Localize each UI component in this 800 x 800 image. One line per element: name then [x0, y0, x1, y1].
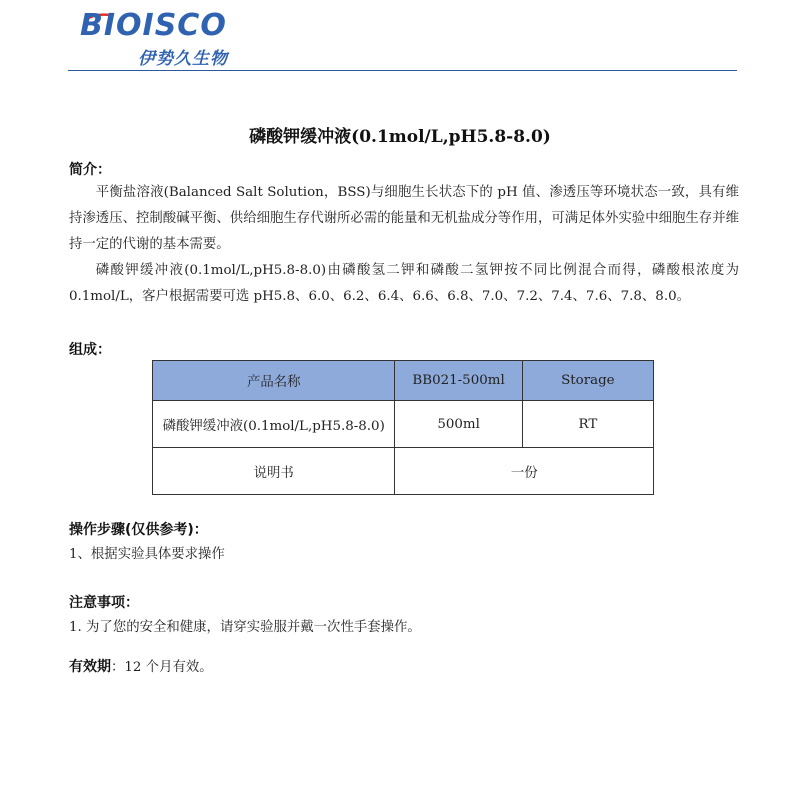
- intro-heading: 简介：: [69, 162, 111, 178]
- table-row: [153, 401, 654, 448]
- table-header-row: [153, 361, 654, 401]
- table-header-cell: BB021-500ml: [395, 361, 522, 401]
- procedure-step: 1、根据实验具体要求操作: [69, 547, 225, 562]
- validity-line: [69, 656, 213, 676]
- intro-paragraph-1: 平衡盐溶液(Balanced Salt Solution，BSS)与细胞生长状态下的 pH 值、渗透压等环境状态一致，具有维持渗透压、控制酸碱平衡、供给细胞生存代谢所必需的能量和无机盐成分等作用，可满足体外实验中细胞生存并维持一定的代谢的基本需要。: [69, 185, 739, 252]
- table-header-cell: 产品名称: [153, 361, 395, 401]
- table-cell: RT: [522, 401, 653, 448]
- validity-value: ：12 个月有效。: [111, 660, 213, 675]
- procedure-heading: 操作步骤(仅供参考)：: [69, 522, 208, 538]
- logo-text-cn: 伊势久生物: [138, 49, 228, 69]
- company-logo: [80, 8, 250, 69]
- table-row: [153, 448, 654, 495]
- notes-heading: 注意事项：: [69, 595, 139, 611]
- notes-item: 1. 为了您的安全和健康，请穿实验服并戴一次性手套操作。: [69, 620, 421, 635]
- table-header-cell: Storage: [522, 361, 653, 401]
- validity-label: 有效期: [69, 659, 111, 675]
- table-cell: 说明书: [153, 448, 395, 495]
- composition-table: [152, 360, 654, 495]
- table-cell: 500ml: [395, 401, 522, 448]
- table-cell: 磷酸钾缓冲液(0.1mol/L,pH5.8-8.0): [153, 401, 395, 448]
- intro-paragraph-2: 磷酸钾缓冲液(0.1mol/L,pH5.8-8.0)由磷酸氢二钾和磷酸二氢钾按不同比例混合而得，磷酸根浓度为0.1mol/L，客户根据需要可选 pH5.8、6.0、6.2、6.4、6.6、6.8、7.0、7.2、7.4、7.6、7.8、8.0。: [69, 263, 739, 304]
- table-cell: 一份: [395, 448, 654, 495]
- header-divider: [68, 70, 737, 71]
- document-title: 磷酸钾缓冲液(0.1mol/L,pH5.8-8.0): [249, 127, 551, 147]
- composition-heading: 组成：: [69, 342, 111, 358]
- logo-text-en: BIOISCO: [80, 8, 227, 43]
